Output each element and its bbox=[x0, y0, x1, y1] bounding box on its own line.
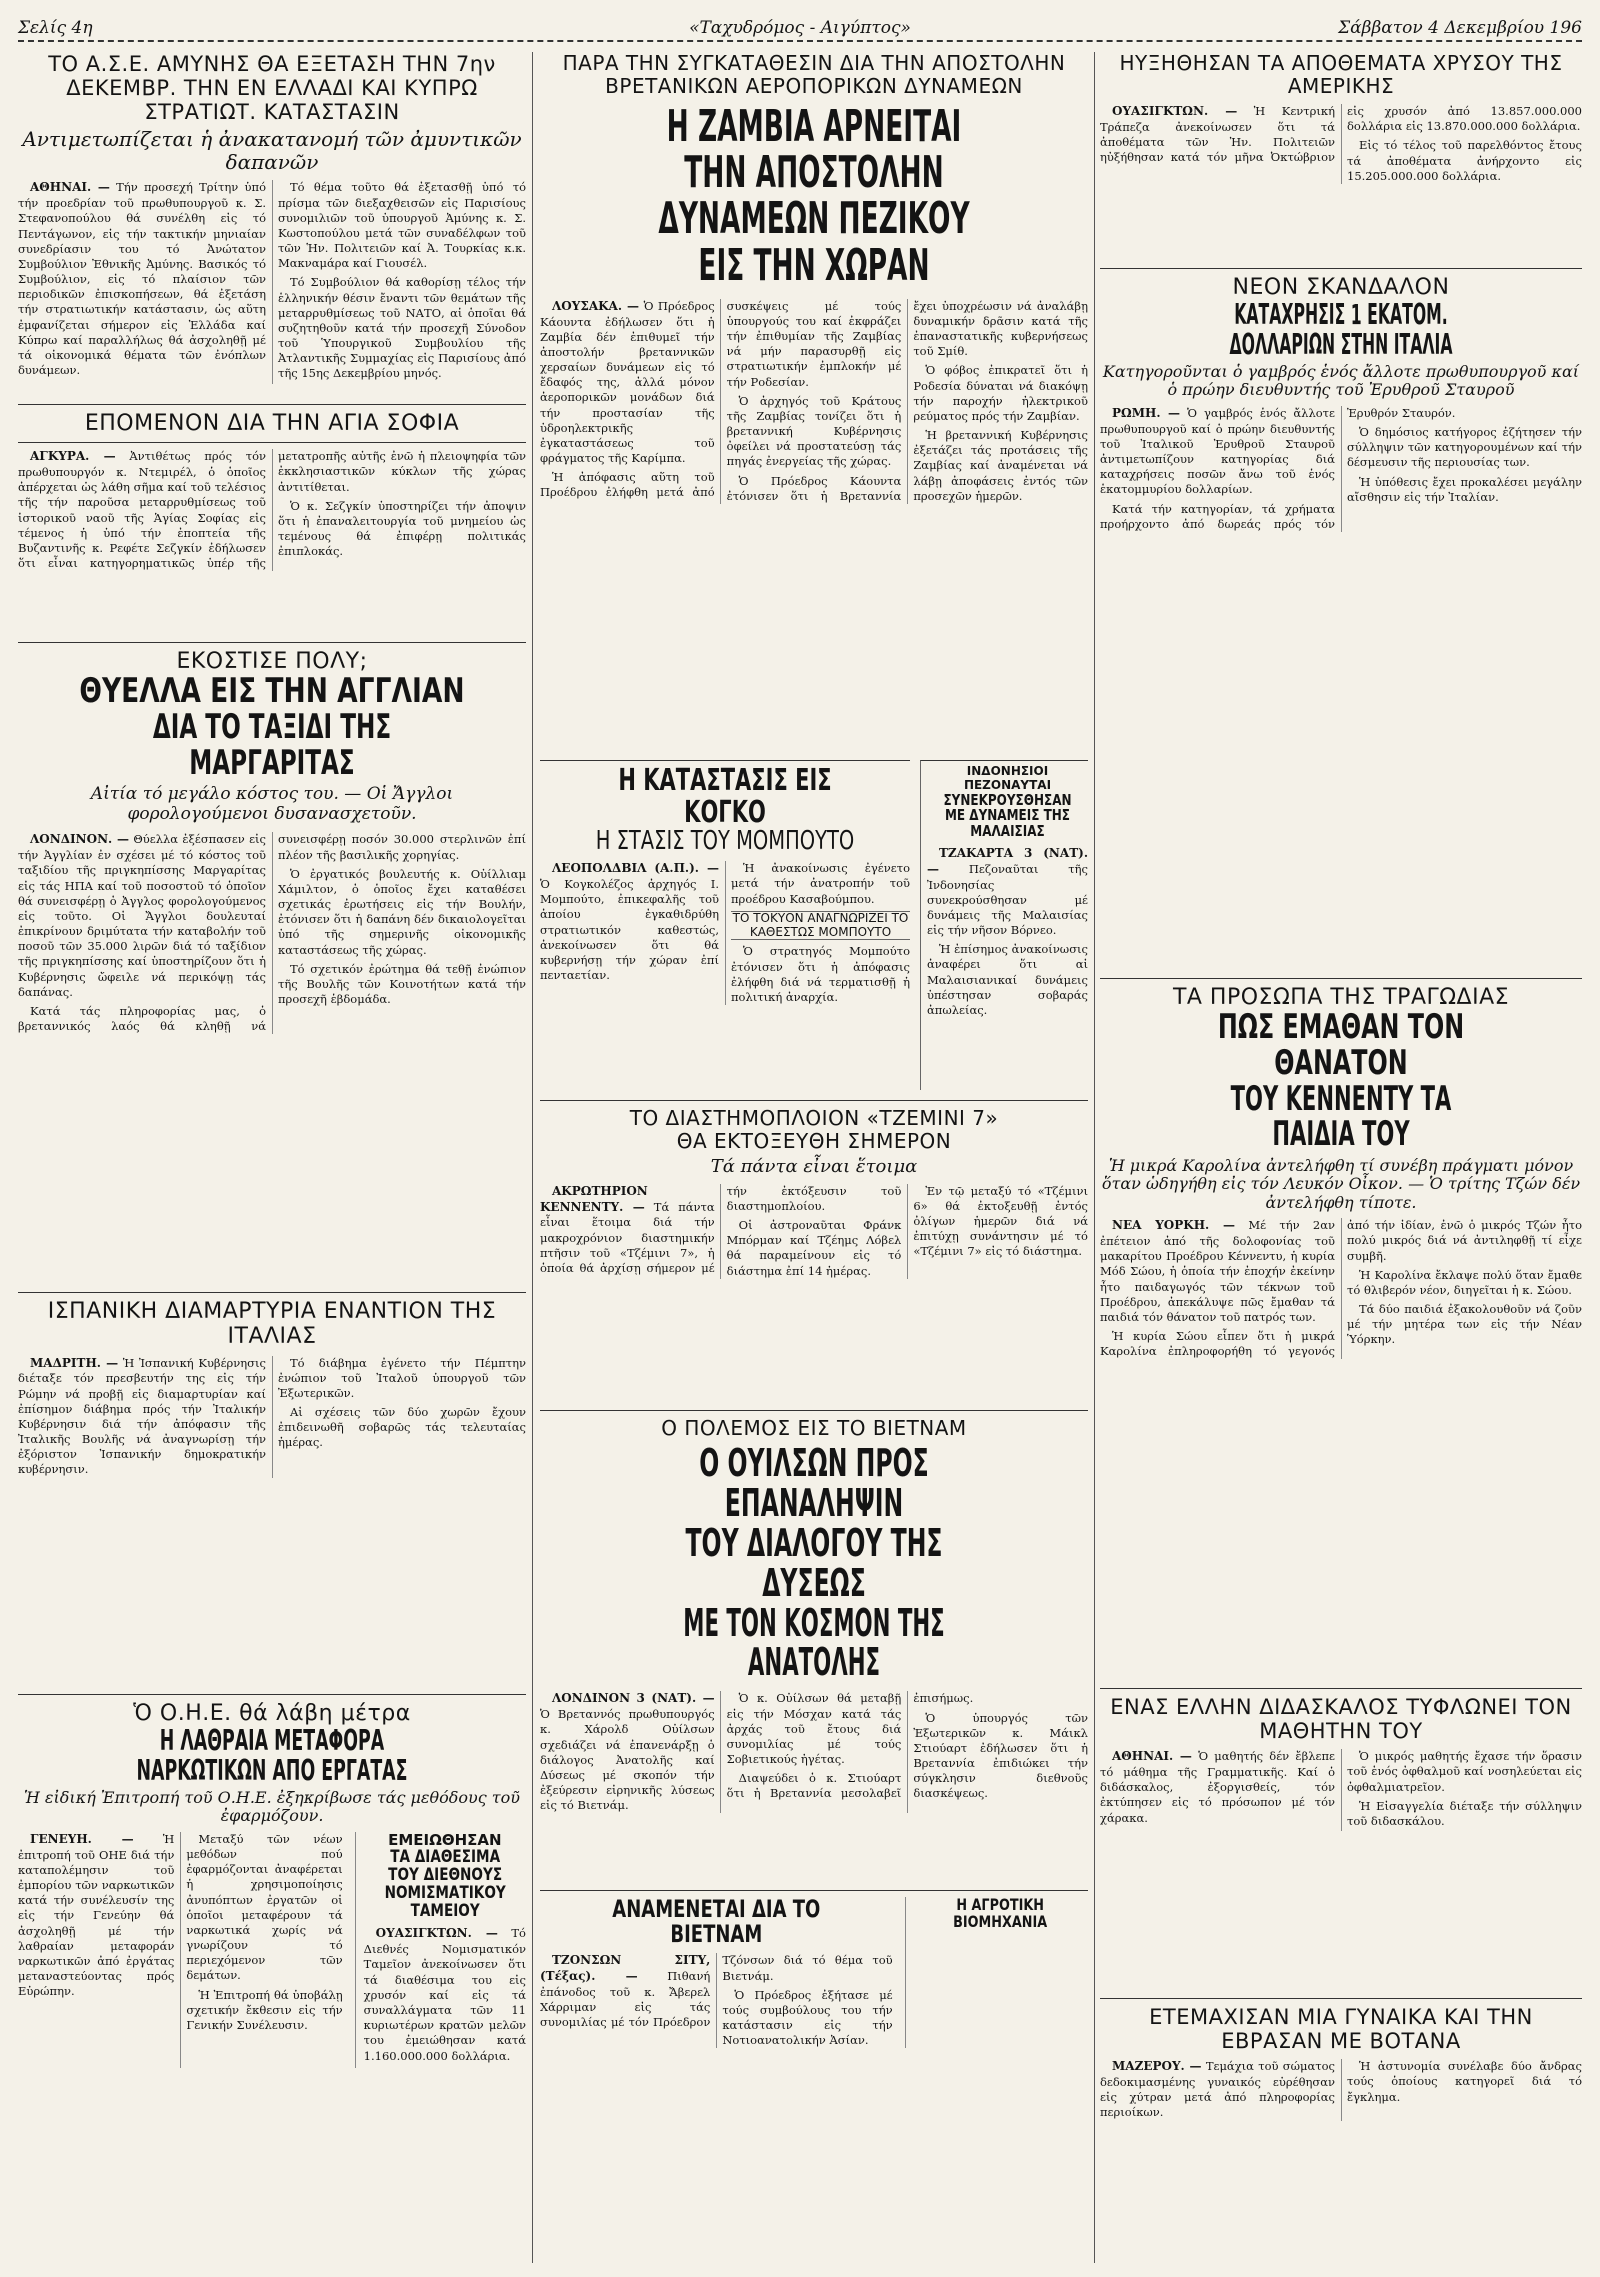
article-paragraph: Ὁ Πρόεδρος Κάουντα ἐδήλωσεν ὅτι ἡ Ζαμβία δέν ἐπιθυμεῖ τήν ἀποστολήν βρεταννικῶν χερσαίων δυνάμεων εἰς τό ἔδαφός της, ἀλλά μόνον ἀεροπορικῶν μονάδων διά τήν προστασίαν τῆς ὑδροηλεκτρικῆς ἐγκαταστάσεως τοῦ φράγματος τῆς Καρίμπα. bbox=[540, 298, 715, 466]
article-subheadline: Η ΣΤΑΣΙΣ ΤΟΥ ΜΟΜΠΟΥΤΟ bbox=[595, 826, 855, 856]
article-dateline: ΤΖΑΚΑΡΤΑ 3 (ΝΑΤ). — bbox=[927, 845, 1088, 876]
article-hagia-sophia bbox=[18, 398, 526, 624]
article-paragraph: Τεμάχια τοῦ σώματος δεδοκιμασμένης γυναικός εὑρέθησαν εἰς χύτραν μετά ἀπό πληροφορίας περιοίκων. bbox=[1100, 2059, 1335, 2120]
article-paragraph: Μέ τήν 2αν ἐπέτειον ἀπό τῆς δολοφονίας τοῦ μακαρίτου Προέδρου Κέννεντυ, ἡ κυρία Μόδ Σώου, ἡ ὁποία τήν ἐποχήν ἐκείνην ἦτο παιδαγωγός τῶν τέκνων τοῦ Προέδρου, ἀπεκάλυψε πῶς ἔμαθαν τά παιδιά τόν θάνατον τοῦ πατρός των. bbox=[1100, 1218, 1335, 1324]
article-headline: Η ΛΑΘΡΑΙΑ ΜΕΤΑΦΟΡΑ ΝΑΡΚΩΤΙΚΩΝ ΑΠΟ ΕΡΓΑΤΑΣ bbox=[136, 1724, 408, 1787]
article-woman-murdered bbox=[1100, 1992, 1582, 2263]
article-paragraph: Ὁ μαθητής δέν ἔβλεπε τό μάθημα τῆς Γραμματικῆς. Καί ὁ διδάσκαλος, ἐξοργισθείς, τόν ἐκτύπησεν εἰς τό πρόσωπον μέ τόν χάρακα. bbox=[1100, 1749, 1335, 1825]
article-greek-teacher bbox=[1100, 1682, 1582, 1982]
masthead bbox=[18, 14, 1582, 42]
article-margaret-trip bbox=[18, 636, 526, 1274]
article-paragraph: Ἀντιθέτως πρός τόν πρωθυπουργόν κ. Ντεμιρέλ, ὁ ὁποῖος ἀπέρχεται ὡς λάθη σῆμα καί τοῦ τελέσιος τῆς τήν παροῦσα μεταρρυθμίσεως τοῦ ἱστορικοῦ ναοῦ τῆς Ἁγίας Σοφίας εἰς τέμενος ἡ ὑπό τήν ἐποπτεία τῆς Βυζαντινῆς κ. Ρεφέτε Σεζγκίν ἐδήλωσεν ὅτι εἶναι κατηγορηματικῶς ὑπέρ τῆς μετατροπῆς αὐτῆς ἐνῶ ἡ πλειοψηφία τῶν ἐκκλησιαστικῶν κύκλων τῆς χώρας ἀντιτίθεται. bbox=[18, 449, 526, 571]
article-dateline: ΓΕΝΕΥΗ. — bbox=[30, 1831, 134, 1846]
article-kicker: Ὁ Ο.Η.Ε. θά λάβη μέτρα bbox=[133, 1701, 411, 1726]
article-body bbox=[927, 846, 1088, 1018]
article-paragraph: Ἡ κυρία Σώου εἶπεν ὅτι ἡ μικρά Καρολίνα ἐπληροφορήθη τό γεγονός ἀπό τήν ἰδίαν, ἐνῶ ὁ μικρός Τζών ἦτο πολύ μικρός διά νά ἀντιληφθῇ τί εἶχε συμβῆ. bbox=[1100, 1218, 1582, 1359]
article-headline: ΔΙΑ ΤΟ ΤΑΞΙΔΙ ΤΗΣ ΜΑΡΓΑΡΙΤΑΣ bbox=[152, 706, 392, 783]
article-subhead: ΤΟ ΤΟΚΥΟΝ ΑΝΑΓΝΩΡΙΖΕΙ ΤΟ ΚΑΘΕΣΤΩΣ ΜΟΜΠΟΥΤΟ bbox=[732, 910, 909, 939]
article-gold-reserves bbox=[1100, 52, 1582, 252]
article-headline: ΤΟ Α.Σ.Ε. ΑΜΥΝΗΣ ΘΑ ΕΞΕΤΑΣΗ ΤΗΝ 7ην ΔΕΚΕΜΒΡ. ΤΗΝ ΕΝ ΕΛΛΑΔΙ ΚΑΙ ΚΥΠΡΩ ΣΤΡΑΤΙΩΤ. ΚΑΤΑΣΤΑΣΙΝ bbox=[48, 52, 496, 125]
article-headline: ΣΥΝΕΚΡΟΥΣΘΗΣΑΝ ΜΕ ΔΥΝΑΜΕΙΣ ΤΗΣ ΜΑΛΑΙΣΙΑΣ bbox=[943, 790, 1072, 841]
column-left bbox=[18, 52, 526, 2263]
article-dateline: ΑΘΗΝΑΙ. — bbox=[30, 180, 110, 195]
article-paragraph: Ὁ στρατηγός Μομπούτο ἐτόνισεν ὅτι ἡ ἀπόφασις ἐλήφθη διά νά τερματισθῇ ἡ πολιτική ἀναρχία. bbox=[731, 944, 910, 1004]
article-paragraph: Ὁ γαμβρός ἑνός ἄλλοτε πρωθυπουργοῦ καί ὁ πρώην διευθυντής τοῦ Ἰταλικοῦ Ἐρυθροῦ Σταυροῦ ἀντιμετωπίζουν κατηγορίας διά καταχρήσεις ποσῶν ἄνω τοῦ ἑνός ἑκατομμυρίου δολλαρίων. bbox=[1100, 405, 1335, 497]
article-headline: ΠΩΣ ΕΜΑΘΑΝ ΤΟΝ ΘΑΝΑΤΟΝ bbox=[1217, 1007, 1465, 1083]
article-paragraph: Ἐν τῷ μεταξύ τό «Τζέμινι 6» θά ἐκτοξευθῇ ἐντός ὀλίγων ἡμερῶν διά νά ἐπιτύχῃ συνάντησιν μέ τό «Τζέμινι 7» εἰς τό διάστημα. bbox=[913, 1183, 1088, 1259]
article-body bbox=[1100, 104, 1582, 184]
article-dateline: ΟΥΑΣΙΓΚΤΩΝ. — bbox=[375, 1926, 498, 1941]
article-paragraph: Ὁ κ. Σεζγκίν ὑποστηρίζει τήν ἀποψιν ὅτι ἡ ἐπαναλειτουργία τοῦ μνημείου ὡς τεμένους θά ἐπιφέρῃ πολιτικάς ἐπιπλοκάς. bbox=[278, 498, 526, 559]
article-paragraph: Ἡ Κεντρική Τράπεζα ἀνεκοίνωσεν ὅτι τά ἀποθέματα τῶν Ἡν. Πολιτειῶν ηὐξήθησαν κατά τόν μῆνα Ὀκτώβριον εἰς χρυσόν ἀπό 13.857.000.000 δολλάρια εἰς 13.870.000.000 δολλάρια. bbox=[1100, 104, 1582, 165]
article-johnson-vietnam bbox=[540, 1890, 1088, 2263]
article-dateline: ΤΖΟΝΣΩΝ ΣΙΤΥ, (Τέξας). — bbox=[540, 1953, 711, 1984]
article-dateline: ΝΕΑ ΥΟΡΚΗ. — bbox=[1112, 1218, 1236, 1233]
article-paragraph: Τήν προσεχή Τρίτην ὑπό τήν προεδρίαν τοῦ πρωθυπουργοῦ κ. Σ. Στεφανοπούλου θά συνέλθη εἰς τό Πεντάγωνον, εἰς τήν τακτικήν μηνιαίαν συνεδρίασιν του τό Ἀνώτατον Συμβούλιον Ἐθνικῆς Ἀμύνης. Βασικός τό Συμβούλιον, εἰς τό πλαίσιον τῶν περιοδικῶν ἐπισκοπήσεων, θά ἐξετάση τήν στρατιωτικήν κατάστασιν, ὡς αὕτη ἐμφανίζεται σήμερον εἰς Ἑλλάδα καί Κύπρω καί παραλλήλως θά ἀσχοληθῇ μέ τά οἰκονομικά θέματα τῶν ἐνόπλων δυνάμεων. bbox=[18, 180, 266, 378]
article-headline: ΑΝΑΜΕΝΕΤΑΙ ΔΙΑ ΤΟ ΒΙΕΤΝΑΜ bbox=[612, 1895, 821, 1949]
article-paragraph: Ἡ Ἰσπανική Κυβέρνησις διέταξε τόν πρεσβευτήν της εἰς τήν Ρώμην νά προβῇ εἰς διαμαρτυρίαν καί ἐπίσημον διάβημα πρός τήν Ἰταλικήν Κυβέρνησιν διά τήν ἀπόφασιν τῆς Ἰταλικῆς Βουλῆς νά ἀναγνωρίσῃ τήν ἐξόριστον Ἰσπανικήν δημοκρατικήν κυβέρνησιν. bbox=[18, 1355, 266, 1477]
article-paragraph: Ὁ ἀρχηγός τοῦ Κράτους τῆς Ζαμβίας τονίζει ὅτι ἡ βρεταννική Κυβέρνησις ὀφείλει νά προστατεύσῃ τάς πηγάς ἐνεργείας τῆς χώρας. bbox=[726, 393, 902, 469]
article-body bbox=[540, 861, 910, 1005]
issue-date: Σάββατον 4 Δεκεμβρίου 196 bbox=[1338, 18, 1582, 38]
article-paragraph: Ἡ ἀνακοίνωσις ἐγένετο μετά τήν ἀνατροπήν τοῦ προέδρου Κασαβούμπου. bbox=[731, 861, 910, 906]
article-paragraph: Ὁ ἐργατικός βουλευτής κ. Οὐίλλιαμ Χάμιλτον, ὁ ὁποῖος ἔχει καταθέσει σχετικάς ἐρωτήσεις εἰς τήν Βουλήν, ἐτόνισεν ὅτι ἡ δαπάνη δέν δικαιολογεῖται ὑπό τῆς σημερινῆς οἰκονομικῆς καταστάσεως τῆς χώρας. bbox=[278, 866, 526, 957]
article-congo bbox=[540, 760, 910, 1095]
article-kicker: ΝΕΟΝ ΣΚΑΝΔΑΛΟΝ bbox=[1232, 275, 1450, 300]
article-paragraph: Τό Διεθνές Νομισματικόν Ταμεῖον ἀνεκοίνωσεν ὅτι τά διαθέσιμα του εἰς χρυσόν καί εἰς τά συναλλάγματα τῶν 11 κυριωτέρων κρατῶν μελῶν του ἐμειώθησαν κατά 1.160.000.000 δολλάρια. bbox=[363, 1926, 526, 2063]
article-body bbox=[540, 1953, 893, 2048]
article-paragraph: Ὁ Κογκολέζος ἀρχηγός Ι. Μομπούτο, ἐπικεφαλῆς τοῦ ἀποίου ἐγκαθιδρύθη στρατιωτικόν καθεστώς, ἀνεκοίνωσεν ὅτι θά κυβερνήσῃ τήν χώραν ἐπί πενταετίαν. bbox=[540, 877, 719, 983]
article-body bbox=[18, 832, 526, 1034]
article-paragraph: Κατά τήν κατηγορίαν, τά χρήματα προήρχοντο ἀπό δωρεάς πρός τόν Ἐρυθρόν Σταυρόν. bbox=[1100, 405, 1456, 531]
article-paragraph: Ὁ δημόσιος κατήγορος ἐζήτησεν τήν σύλληψιν τῶν κατηγορουμένων καί τήν δέσμευσιν τῆς περιουσίας των. bbox=[1347, 425, 1582, 470]
article-subheadline: Αἰτία τό μεγάλο κόστος του. — Οἱ Ἄγγλοι φορολογούμενοι δυσανασχετοῦν. bbox=[90, 784, 454, 824]
newspaper-name: «Ταχυδρόμος - Αιγύπτος» bbox=[689, 18, 911, 38]
article-body bbox=[540, 1184, 1088, 1279]
article-headline: ΕΠΟΜΕΝΟΝ ΔΙΑ ΤΗΝ ΑΓΙΑ ΣΟΦΙΑ bbox=[84, 411, 460, 436]
article-paragraph: Θύελλα ἐξέσπασεν εἰς τήν Ἀγγλίαν ἐν σχέσει μέ τό κόστος τοῦ ταξιδίου τῆς πριγκηπίσσης Μαργαρίτας εἰς τάς ΗΠΑ καί τοῦ ποσοστοῦ τό ὁποῖον θά συνεισφέρῃ ὁ Ἀγγλος φορολογούμενος εἰς τοῦτο. Οἱ Ἄγγλοι δουλευταί ἐπικρίνουν δριμύτατα τήν καταβολήν τοῦ ποσοῦ τῶν 35.000 λιρῶν διά τό ταξίδιον τῆς πριγκηπίσσης καί ὑποστηρίζουν ὅτι ἡ Κυβέρνησις ὤφειλε νά περικόψῃ τάς δαπάνας. bbox=[18, 832, 266, 999]
article-subheadline: Κατηγοροῦνται ὁ γαμβρός ἑνός ἄλλοτε πρωθυπουργοῦ καί ὁ πρώην διευθυντής τοῦ Ἐρυθροῦ Σταυροῦ bbox=[1102, 362, 1580, 400]
article-body bbox=[540, 299, 1088, 504]
article-headline: Η ΚΑΤΑΣΤΑΣΙΣ ΕΙΣ ΚΟΓΚΟ bbox=[618, 763, 832, 830]
column-right bbox=[1100, 52, 1582, 2263]
article-headline: ΚΑΤΑΧΡΗΣΙΣ 1 ΕΚΑΤΟΜ. ΔΟΛΛΑΡΙΩΝ ΣΤΗΝ ΙΤΑΛΙΑ bbox=[1229, 298, 1453, 361]
sidebar-kicker: ΕΜΕΙΩΘΗΣΑΝ bbox=[388, 1830, 502, 1849]
article-dateline: ΑΓΚΥΡΑ. — bbox=[30, 449, 116, 464]
article-subheadline: Αντιμετωπίζεται ἡ ἀνακατανομή τῶν ἀμυντικῶν δαπανῶν bbox=[22, 127, 522, 175]
article-paragraph: Τά δύο παιδιά ἐξακολουθοῦν νά ζοῦν μέ τήν μητέρα των εἰς τήν Νέαν Ὑόρκην. bbox=[1347, 1302, 1582, 1347]
article-body bbox=[18, 180, 526, 384]
article-kennedy-children bbox=[1100, 972, 1582, 1672]
article-paragraph: Ἡ Καρολίνα ἔκλαψε πολύ ὅταν ἔμαθε τό θλιβερόν νέον, διηγεῖται ἡ κ. Σώου. bbox=[1347, 1267, 1582, 1297]
article-paragraph: Τό Συμβούλιον θά καθορίσῃ τέλος τήν ἑλληνικήν θέσιν ἔναντι τῶν θεμάτων τῆς μεταρρυθμίσεως τοῦ ΝΑΤΟ, αἱ ὁποῖαι θά συζητηθοῦν κατά τήν προσεχῆ Σύνοδον τοῦ Ὑπουργικοῦ Συμβουλίου τῆς Ἀτλαντικῆς Συμμαχίας εἰς Παρισίους ἀπό τῆς 15ης Δεκεμβρίου μηνός. bbox=[278, 275, 526, 381]
article-dateline: ΛΕΟΠΟΛΔΒΙΛ (Α.Π.). — bbox=[552, 861, 719, 876]
article-kicker: ΕΚΟΣΤΙΣΕ ΠΟΛΥ; bbox=[176, 649, 368, 674]
article-paragraph: Ὁ μικρός μαθητής ἔχασε τήν ὅρασιν τοῦ ἑνός ὀφθαλμοῦ καί νοσηλεύεται εἰς ὀφθαλμιατρεῖον. bbox=[1347, 1749, 1582, 1794]
article-dateline: ΑΘΗΝΑΙ. — bbox=[1112, 1749, 1192, 1764]
article-kicker: ΤΑ ΠΡΟΣΩΠΑ ΤΗΣ ΤΡΑΓΩΔΙΑΣ bbox=[1172, 985, 1510, 1010]
article-headline: ΜΕ ΤΟΝ ΚΟΣΜΟΝ ΤΗΣ ΑΝΑΤΟΛΗΣ bbox=[683, 1600, 945, 1685]
article-paragraph: Ἡ Ἐπιτροπή θά ὑποβάλῃ σχετικήν ἔκθεσιν εἰς τήν Γενικήν Συνέλευσιν. bbox=[186, 1987, 343, 2032]
article-paragraph: Ἡ ὑπόθεσις ἔχει προκαλέσει μεγάλην αἴσθησιν εἰς τήν Ἰταλίαν. bbox=[1347, 474, 1582, 504]
article-paragraph: Ὁ φόβος ἐπικρατεῖ ὅτι ἡ Ροδεσία δύναται νά διακόψῃ τήν παροχήν ἠλεκτρικοῦ ρεύματος πρός τήν Ζαμβίαν. bbox=[913, 363, 1088, 423]
article-body bbox=[1100, 1218, 1582, 1359]
article-spanish-protest bbox=[18, 1286, 526, 1676]
article-dateline: ΛΟΝΔΙΝΟΝ. — bbox=[30, 832, 130, 847]
article-paragraph: Ἡ Εἰσαγγελία διέταξε τήν σύλληψιν τοῦ διδασκάλου. bbox=[1347, 1798, 1582, 1828]
article-dateline: ΟΥΑΣΙΓΚΤΩΝ. — bbox=[1112, 104, 1238, 118]
article-paragraph: Ὁ Βρεταννός πρωθυπουργός κ. Χάρολδ Οὐίλσων σχεδιάζει νά ἐπανενάρξῃ ὁ διάλογος Ἀνατολῆς καί Δύσεως μέ σκοπόν τήν ἐξεύρεσιν εἰρηνικῆς λύσεως εἰς τό Βιετνάμ. bbox=[540, 1707, 715, 1813]
article-kicker: Ο ΠΟΛΕΜΟΣ ΕΙΣ ΤΟ ΒΙΕΤΝΑΜ bbox=[661, 1416, 967, 1440]
article-kicker: ΙΝΔΟΝΗΣΙΟΙ ΠΕΖΟΝΑΥΤΑΙ bbox=[963, 764, 1052, 792]
article-dateline: ΜΑΖΕΡΟΥ. — bbox=[1112, 2059, 1202, 2074]
article-paragraph: Ὁ κ. Οὐίλσων θά μεταβῇ εἰς τήν Μόσχαν κατά τάς ἀρχάς τοῦ ἔτους διά συνομιλίας μέ τούς Σοβιετικούς ἡγέτας. bbox=[726, 1691, 902, 1767]
sidebar-headline: ΤΑ ΔΙΑΘΕΣΙΜΑ ΤΟΥ ΔΙΕΘΝΟΥΣ ΝΟΜΙΣΜΑΤΙΚΟΥ ΤΑΜΕΙΟΥ bbox=[384, 1847, 506, 1921]
article-paragraph: Πιθανή ἐπάνοδος τοῦ κ. Ἄβερελ Χάρριμαν εἰς τάς συνομιλίας μέ τόν Πρόεδρον Τζόνσων διά τό θέμα τοῦ Βιετνάμ. bbox=[540, 1953, 893, 2030]
article-defense-council bbox=[18, 52, 526, 388]
article-paragraph: Πεζοναῦται τῆς Ἰνδονησίας συνεκρούσθησαν μέ δυνάμεις τῆς Μαλαισίας εἰς τήν νῆσον Βόρνεο. bbox=[927, 861, 1088, 938]
column-center bbox=[540, 52, 1088, 2263]
article-paragraph: Τό θέμα τοῦτο θά ἐξετασθῇ ὑπό τό πρίσμα τῶν διεξαχθεισῶν εἰς Παρισίους συνομιλιῶν τοῦ ὑπουργοῦ Ἀμύνης κ. Σ. Κωστοπούλου μετά τῶν συναδέλφων τοῦ τῶν Ἡν. Πολιτειῶν καί Ἀ. Τουρκίας κ.κ. Μακναμάρα καί Γιουσέλ. bbox=[278, 180, 526, 271]
article-paragraph: Αἱ σχέσεις τῶν δύο χωρῶν ἔχουν ἐπιδεινωθῆ σοβαρῶς τάς τελευταίας ἡμέρας. bbox=[278, 1405, 526, 1450]
article-body bbox=[540, 1691, 1088, 1813]
article-body bbox=[1100, 406, 1582, 532]
article-headline: Η ΑΓΡΟΤΙΚΗ ΒΙΟΜΗΧΑΝΙΑ bbox=[952, 1895, 1047, 1931]
article-paragraph: Ὁ ὑπουργός τῶν Ἐξωτερικῶν κ. Μάικλ Στιούαρτ ἐδήλωσεν ὅτι ἡ Βρεταννία ἐπιδιώκει τήν σύγκλησιν διεθνοῦς διασκέψεως. bbox=[913, 1710, 1088, 1801]
article-subheadline: Ἡ εἰδική Ἐπιτροπή τοῦ Ο.Η.Ε. ἐξηκρίβωσε τάς μεθόδους τοῦ ἐφαρμόζουν. bbox=[23, 1788, 521, 1826]
article-paragraph: Τά πάντα εἶναι ἕτοιμα διά τήν μακροχρόνιον διαστημικήν πτῆσιν τοῦ «Τζέμινι 7», ἡ ὁποία θά ἀρχίσῃ σήμερον μέ τήν ἐκτόξευσιν τοῦ διαστημοπλοίου. bbox=[540, 1183, 902, 1275]
article-paragraph: Διαψεύδει ὁ κ. Στιούαρτ ὅτι ἡ Βρεταννία μεσολαβεῖ ἐπισήμως. bbox=[726, 1691, 974, 1801]
article-headline: ΤΟΥ ΚΕΝΝΕΝΤΥ ΤΑ ΠΑΙΔΙΑ ΤΟΥ bbox=[1230, 1078, 1452, 1155]
article-headline: ΔΥΝΑΜΕΩΝ ΠΕΖΙΚΟΥ ΕΙΣ ΤΗΝ ΧΩΡΑΝ bbox=[658, 193, 970, 291]
article-paragraph: Εἰς τό τέλος τοῦ παρελθόντος ἔτους τά ἀποθέματα ἀνήρχοντο εἰς 15.205.000.000 δολλάρια. bbox=[1347, 138, 1582, 183]
article-narcotics bbox=[18, 1688, 526, 2263]
article-headline: Η ΖΑΜΒΙΑ ΑΡΝΕΙΤΑΙ ΤΗΝ ΑΠΟΣΤΟΛΗΝ bbox=[666, 101, 962, 199]
article-paragraph: Τό διάβημα ἐγένετο τήν Πέμπτην ἐνώπιον τοῦ Ἰταλοῦ ὑπουργοῦ τῶν Ἐξωτερικῶν. bbox=[278, 1355, 526, 1400]
article-body bbox=[18, 1832, 343, 2068]
article-subheadline: Τά πάντα εἶναι ἕτοιμα bbox=[710, 1156, 918, 1177]
article-paragraph: Ἡ βρεταννική Κυβέρνησις ἐξετάζει τάς προτάσεις τῆς Ζαμβίας καί ἀναμένεται νά λάβῃ ἀποφάσεις ἐντός τῶν προσεχῶν ἡμερῶν. bbox=[913, 428, 1088, 503]
article-body bbox=[1100, 1749, 1582, 1831]
sidebar-imf bbox=[355, 1832, 526, 2068]
article-kicker: ΠΑΡΑ ΤΗΝ ΣΥΓΚΑΤΑΘΕΣΙΝ ΔΙΑ ΤΗΝ ΑΠΟΣΤΟΛΗΝ ΒΡΕΤΑΝΙΚΩΝ ΑΕΡΟΠΟΡΙΚΩΝ ΔΥΝΑΜΕΩΝ bbox=[562, 52, 1066, 98]
article-paragraph: Ἡ ἐπίσημος ἀνακοίνωσις ἀναφέρει ὅτι αἱ Μαλαισιανικαί δυνάμεις ὑπέστησαν σοβαράς ἀπωλείας. bbox=[927, 942, 1088, 1017]
article-headline: Ο ΟΥΙΛΣΩΝ ΠΡΟΣ ΕΠΑΝΑΛΗΨΙΝ bbox=[699, 1441, 929, 1525]
article-wilson-vietnam bbox=[540, 1410, 1088, 1887]
article-body bbox=[18, 449, 526, 571]
article-dateline: ΛΟΝΔΙΝΟΝ 3 (ΝΑΤ). — bbox=[552, 1691, 715, 1706]
article-body bbox=[18, 1356, 526, 1478]
article-paragraph: Ἡ ἀπόφασις αὕτη τοῦ Προέδρου ἐλήφθη μετά ἀπό συσκέψεις μέ τούς ὑπουργούς του καί ἐκφράζει τήν ἐπιθυμίαν τῆς Ζαμβίας νά μήν παρασυρθῇ εἰς στρατιωτικήν ἐμπλοκήν μέ τήν Ροδεσίαν. bbox=[540, 298, 902, 500]
article-zambia bbox=[540, 52, 1088, 750]
column-divider bbox=[532, 52, 533, 2263]
article-dateline: ΡΩΜΗ. — bbox=[1112, 405, 1181, 420]
article-dateline: ΛΟΥΣΑΚΑ. — bbox=[552, 298, 640, 313]
article-paragraph: Ἡ ἀστυνομία συνέλαβε δύο ἄνδρας τούς ὁποίους κατηγορεῖ διά τό ἔγκλημα. bbox=[1347, 2059, 1582, 2104]
article-headline: ΤΟΥ ΔΙΑΛΟΓΟΥ ΤΗΣ ΔΥΣΕΩΣ bbox=[685, 1520, 943, 1605]
article-paragraph: Οἱ ἀστροναῦται Φράνκ Μπόρμαν καί Τζέημς Λόβελ θά παραμείνουν εἰς τό διάστημα ἐπί 14 ἡμέρας. bbox=[726, 1218, 902, 1278]
article-headline: ΙΣΠΑΝΙΚΗ ΔΙΑΜΑΡΤΥΡΙΑ ΕΝΑΝΤΙΟΝ ΤΗΣ ΙΤΑΛΙΑΣ bbox=[47, 1299, 497, 1350]
article-dateline: ΜΑΔΡΙΤΗ. — bbox=[30, 1355, 119, 1370]
article-headline: ΕΝΑΣ ΕΛΛΗΝ ΔΙΔΑΣΚΑΛΟΣ ΤΥΦΛΩΝΕΙ ΤΟΝ ΜΑΘΗΤΗΝ ΤΟΥ bbox=[1110, 1695, 1572, 1744]
page-number: Σελίς 4η bbox=[18, 18, 93, 38]
article-italy-scandal bbox=[1100, 262, 1582, 962]
article-headline: ΘΑ ΕΚΤΟΞΕΥΘΗ ΣΗΜΕΡΟΝ bbox=[676, 1129, 952, 1153]
article-gemini bbox=[540, 1100, 1088, 1407]
article-subheadline: Ἡ μικρά Καρολίνα ἀντελήφθη τί συνέβη πράγματι μόνον ὅταν ὡδηγήθη εἰς τόν Λευκόν Οἶκον. — Ὁ τρίτης Τζών δέν ἀντελήφθη τίποτε. bbox=[1101, 1156, 1581, 1212]
article-paragraph: Τό σχετικόν ἐρώτημα θά τεθῇ ἐνώπιον τῆς Βουλῆς τῶν Κοινοτήτων κατά τήν προσεχῆ ἑβδομάδα. bbox=[278, 961, 526, 1007]
article-body bbox=[1100, 2059, 1582, 2120]
article-paragraph: Ὁ Πρόεδρος ἐξήτασε μέ τούς συμβούλους του τήν κατάστασιν εἰς τήν Νοτιοανατολικήν Ἀσίαν. bbox=[722, 1987, 893, 2048]
article-headline: ΕΤΕΜΑΧΙΣΑΝ ΜΙΑ ΓΥΝΑΙΚΑ ΚΑΙ ΤΗΝ ΕΒΡΑΣΑΝ ΜΕ ΒΟΤΑΝΑ bbox=[1149, 2005, 1533, 2054]
article-headline: ΗΥΞΗΘΗΣΑΝ ΤΑ ΑΠΟΘΕΜΑΤΑ ΧΡΥΣΟΥ ΤΗΣ ΑΜΕΡΙΚΗΣ bbox=[1119, 52, 1563, 98]
article-dateline: ΑΚΡΩΤΗΡΙΟΝ ΚΕΝΝΕΝΤΥ. — bbox=[540, 1183, 648, 1214]
column-divider bbox=[1094, 52, 1095, 2263]
article-paragraph: Ὁ Πρόεδρος Κάουντα ἐτόνισεν ὅτι ἡ Βρεταννία ἔχει ὑποχρέωσιν νά ἀναλάβῃ δυναμικήν δρᾶσιν κατά τῆς ἐπαναστατικῆς κυβερνήσεως τοῦ Σμίθ. bbox=[726, 298, 1088, 503]
article-paragraph: Ἡ ἐπιτροπή τοῦ ΟΗΕ διά τήν καταπολέμησιν τοῦ ἐμπορίου τῶν ναρκωτικῶν κατά τήν συνέλευσίν της εἰς τήν Γενεύην θά ἀσχοληθῇ μέ τήν λαθραίαν μεταφοράν ναρκωτικῶν ἀπό ἐργάτας μεταναστεύοντας πρός Εὐρώπην. bbox=[18, 1831, 175, 1999]
article-kicker: ΤΟ ΔΙΑΣΤΗΜΟΠΛΟΙΟΝ «ΤΖΕΜΙΝΙ 7» bbox=[629, 1106, 999, 1130]
article-paragraph: Κατά τάς πληροφορίας μας, ὁ βρεταννικός λαός θά κληθῇ νά συνεισφέρῃ ποσόν 30.000 στερλινῶν ἐπί πλέον τῆς βασιλικῆς χορηγίας. bbox=[18, 832, 526, 1034]
article-paragraph: Μεταξύ τῶν νέων μεθόδων πού ἐφαρμόζονται ἀναφέρεται ἡ χρησιμοποίησις ἀνυπόπτων ἐργατῶν οἱ ὁποῖοι μεταφέρουν τά ναρκωτικά χωρίς νά γνωρίζουν τό περιεχόμενον τῶν δεμάτων. bbox=[186, 1831, 343, 1983]
article-headline: ΘΥΕΛΛΑ ΕΙΣ ΤΗΝ ΑΓΓΛΙΑΝ bbox=[79, 671, 465, 712]
article-indonesia bbox=[920, 760, 1088, 1090]
